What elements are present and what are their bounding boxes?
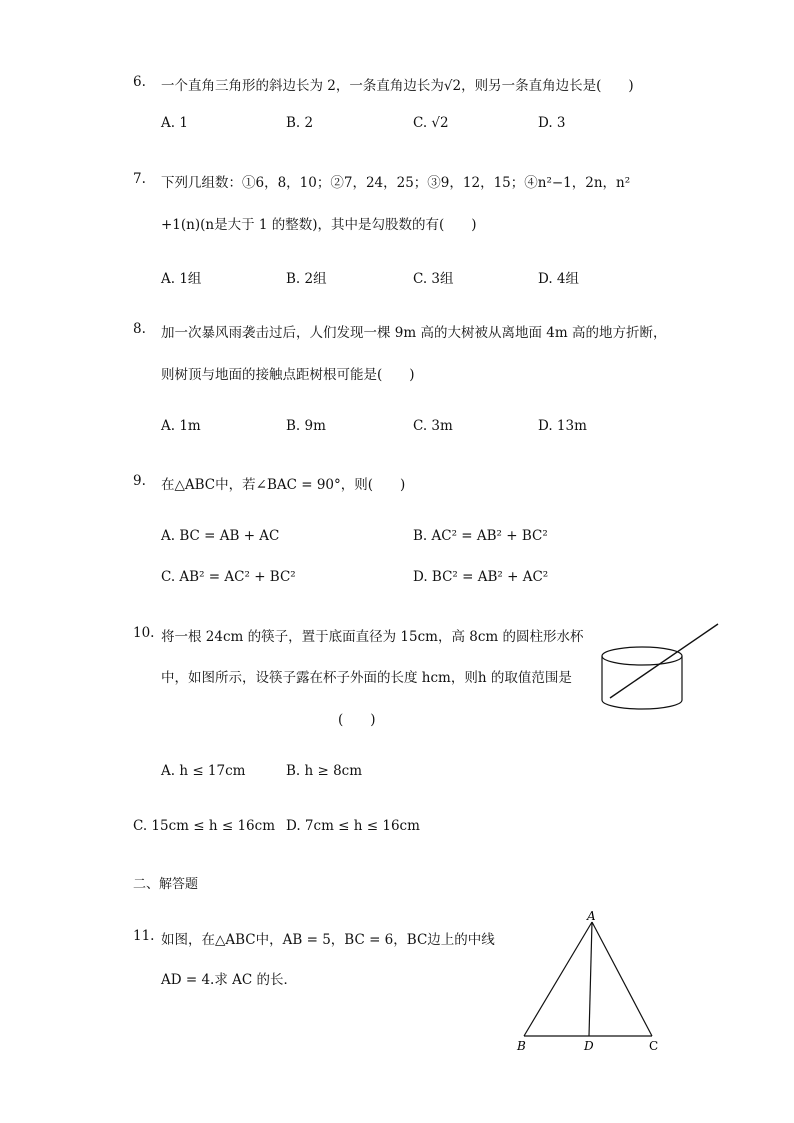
- q9-option-c: C. AB² = AC² + BC²: [161, 569, 296, 585]
- q8-option-c: C. 3m: [413, 418, 453, 434]
- q7-number: 7.: [133, 171, 146, 187]
- q10-option-d: D. 7cm ≤ h ≤ 16cm: [286, 818, 420, 834]
- chopstick: [610, 624, 718, 698]
- q8-option-a: A. 1m: [161, 418, 201, 434]
- q6-option-d: D. 3: [538, 115, 566, 131]
- q10-option-a: A. h ≤ 17cm: [161, 763, 246, 779]
- q7-option-c: C. 3组: [413, 271, 454, 287]
- q7-stem-line2: +1(n)(n是大于 1 的整数)，其中是勾股数的有( ): [161, 217, 477, 233]
- q11-number: 11.: [133, 928, 155, 944]
- q6-option-b: B. 2: [286, 115, 314, 131]
- q9-number: 9.: [133, 473, 146, 489]
- q9-option-a: A. BC = AB + AC: [161, 528, 280, 544]
- q7-stem-line1: 下列几组数：①6，8，10；②7，24，25；③9，12，15；④n²−1，2n，n²: [161, 175, 631, 191]
- section-heading: 二、解答题: [133, 877, 199, 892]
- cylinder-body: [602, 656, 682, 709]
- q7-option-b: B. 2组: [286, 271, 327, 287]
- q8-number: 8.: [133, 321, 146, 337]
- q11-stem-line2: AD = 4.求 AC 的长．: [161, 972, 298, 988]
- q8-stem-line1: 加一次暴风雨袭击过后，人们发现一棵 9m 高的大树被从离地面 4m 高的地方折断，: [161, 325, 667, 341]
- q11-stem-line1: 如图，在△ABC中，AB = 5，BC = 6，BC边上的中线: [161, 932, 495, 948]
- q10-stem-line1: 将一根 24cm 的筷子，置于底面直径为 15cm，高 8cm 的圆柱形水杯: [161, 629, 584, 645]
- q9-stem: 在△ABC中，若∠BAC = 90°，则( ): [161, 477, 406, 493]
- q8-option-b: B. 9m: [286, 418, 326, 434]
- q6-number: 6.: [133, 74, 146, 90]
- q8-option-d: D. 13m: [538, 418, 587, 434]
- q6-option-c: C. √2: [413, 115, 449, 131]
- q10-stem-line2: 中，如图所示，设筷子露在杯子外面的长度 hcm，则h 的取值范围是: [161, 670, 572, 686]
- q9-option-d: D. BC² = AB² + AC²: [413, 569, 549, 585]
- label-d: D: [584, 1039, 594, 1053]
- q8-stem-line2: 则树顶与地面的接触点距树根可能是( ): [161, 367, 415, 383]
- label-a: A: [587, 909, 596, 923]
- cylinder-top: [602, 647, 682, 665]
- q7-option-a: A. 1组: [161, 271, 202, 287]
- q10-stem-line3: ( ): [338, 712, 376, 728]
- label-b: B: [517, 1039, 526, 1053]
- side-ac: [592, 922, 652, 1036]
- q6-option-a: A. 1: [161, 115, 188, 131]
- side-ab: [524, 922, 592, 1036]
- q10-option-b: B. h ≥ 8cm: [286, 763, 363, 779]
- cylinder-chopstick-figure: [596, 620, 726, 720]
- q10-number: 10.: [133, 625, 155, 641]
- q6-stem: 一个直角三角形的斜边长为 2，一条直角边长为√2，则另一条直角边长是( ): [161, 78, 634, 94]
- q7-option-d: D. 4组: [538, 271, 580, 287]
- q10-option-c: C. 15cm ≤ h ≤ 16cm: [133, 818, 275, 834]
- q9-option-b: B. AC² = AB² + BC²: [413, 528, 548, 544]
- label-c: C: [649, 1039, 659, 1053]
- triangle-abc-figure: [510, 908, 670, 1058]
- median-ad: [589, 922, 592, 1036]
